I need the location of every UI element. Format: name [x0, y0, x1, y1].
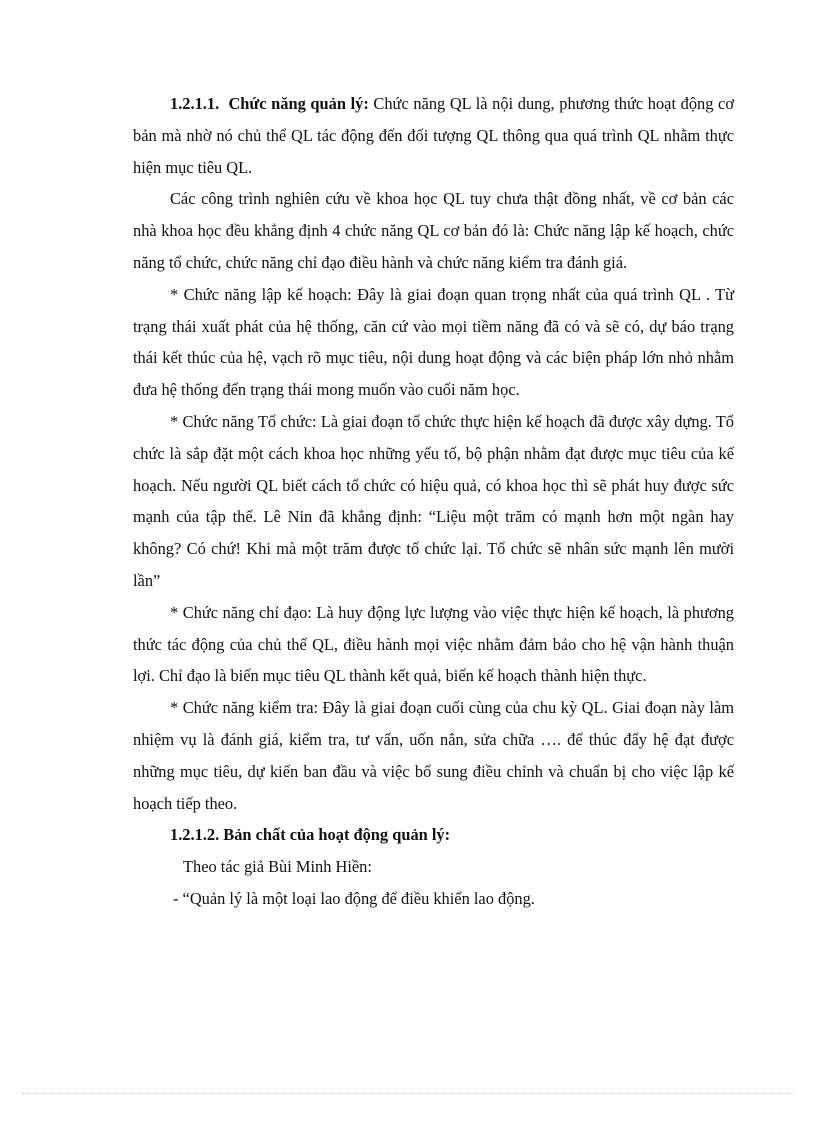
- paragraph-planning: * Chức năng lập kế hoạch: Đây là giai đoạn quan trọng nhất của quá trình QL . Từ trạng thái xuất phát của hệ thống, căn cứ vào mọi tiềm năng đã có và sẽ có, dự báo trạng thái kết thúc của hệ, vạch rõ mục tiêu, nội dung hoạt động và các biện pháp lớn nhỏ nhằm đưa hệ thống đến trạng thái mong muốn vào cuối năm học.: [133, 284, 734, 400]
- body-text: [133, 88, 734, 915]
- section-1-number: 1.2.1.1.: [170, 94, 220, 113]
- paragraph-organizing: * Chức năng Tổ chức: Là giai đoạn tổ chức thực hiện kế hoạch đã được xây dựng. Tổ chức là sắp đặt một cách khoa học những yếu tố, bộ phận nhằm đạt được mục tiêu của kế hoạch. Nếu người QL biết cách tổ chức có hiệu quả, có khoa học thì sẽ phát huy được sức mạnh của tập thể. Lê Nin đã khẳng định: “Liệu một trăm có mạnh hơn một ngàn hay không? Có chứ! Khi mà một trăm được tổ chức lại. Tổ chức sẽ nhân sức mạnh lên mười lần”: [133, 411, 734, 590]
- section-1-paragraph: [133, 88, 734, 183]
- section-1-text: Chức năng QL là nội dung, phương thức hoạt động cơ bản mà nhờ nó chủ thể QL tác động đến đối tượng QL thông qua quá trình QL nhằm thực hiện mục tiêu QL.: [133, 94, 734, 177]
- quote-line: - “Quản lý là một loại lao động để điều khiển lao động.: [173, 888, 535, 908]
- paragraph-directing: * Chức năng chỉ đạo: Là huy động lực lượng vào việc thực hiện kế hoạch, là phương thức tác động của chủ thể QL, điều hành mọi việc nhằm đảm bảo cho hệ vận hành thuận lợi. Chỉ đạo là biến mục tiêu QL thành kết quả, biến kế hoạch thành hiện thực.: [133, 602, 734, 686]
- section-2-heading: 1.2.1.2. Bản chất của hoạt động quản lý:: [170, 825, 451, 845]
- paragraph-functions-overview: Các công trình nghiên cứu về khoa học QL tuy chưa thật đồng nhất, về cơ bản các nhà khoa học đều khẳng định 4 chức năng QL cơ bản đó là: Chức năng lập kế hoạch, chức năng tổ chức, chức năng chỉ đạo điều hành và chức năng kiểm tra đánh giá.: [133, 189, 734, 272]
- section-1-title: Chức năng quản lý:: [228, 94, 369, 113]
- paragraph-controlling: * Chức năng kiểm tra: Đây là giai đoạn cuối cùng của chu kỳ QL. Giai đoạn này làm nhiệm vụ là đánh giá, kiểm tra, tư vấn, uốn nắn, sửa chữa …. để thúc đẩy hệ đạt được những mục tiêu, dự kiến ban đầu và việc bổ sung điều chỉnh và chuẩn bị cho việc lập kế hoạch tiếp theo.: [133, 698, 734, 813]
- author-line: Theo tác giả Bùi Minh Hiền:: [183, 857, 372, 877]
- page-bottom-rule: [22, 1093, 794, 1094]
